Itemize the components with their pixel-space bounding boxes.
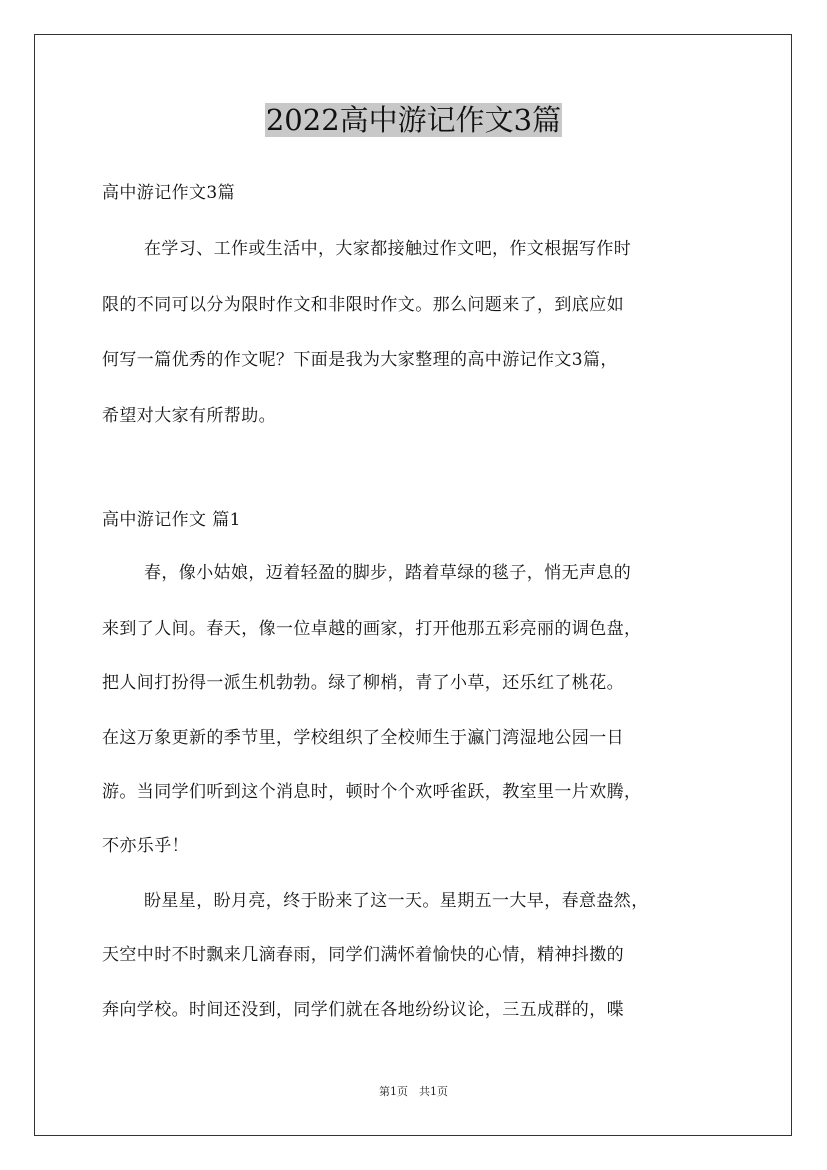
intro-line: 希望对大家有所帮助。 [102, 406, 276, 426]
intro-line: 何写一篇优秀的作文呢？下面是我为大家整理的高中游记作文3篇， [102, 350, 618, 370]
paragraph-2-line: 盼星星，盼月亮，终于盼来了这一天。星期五一大早，春意盎然， [144, 891, 649, 911]
paragraph-1-line: 不亦乐乎！ [102, 836, 189, 856]
section-heading-1: 高中游记作文 篇1 [102, 510, 241, 530]
document-title-text: 2022高中游记作文3篇 [265, 103, 562, 137]
paragraph-2-line: 奔向学校。时间还没到，同学们就在各地纷纷议论，三五成群的，喋 [102, 1000, 624, 1020]
intro-line: 在学习、工作或生活中，大家都接触过作文吧，作文根据写作时 [144, 239, 632, 259]
page-footer: 第1页 共1页 [379, 1085, 448, 1098]
document-title [0, 100, 827, 140]
paragraph-2-line: 天空中时不时飘来几滴春雨，同学们满怀着愉快的心情，精神抖擞的 [102, 945, 624, 965]
paragraph-1-line: 来到了人间。春天，像一位卓越的画家，打开他那五彩亮丽的调色盘， [102, 619, 642, 639]
intro-heading: 高中游记作文3篇 [102, 183, 236, 203]
paragraph-1-line: 在这万象更新的季节里，学校组织了全校师生于瀛门湾湿地公园一日 [102, 728, 624, 748]
paragraph-1-line: 游。当同学们听到这个消息时，顿时个个欢呼雀跃，教室里一片欢腾， [102, 782, 642, 802]
paragraph-1-line: 把人间打扮得一派生机勃勃。绿了柳梢，青了小草，还乐红了桃花。 [102, 673, 624, 693]
paragraph-1-line: 春，像小姑娘，迈着轻盈的脚步，踏着草绿的毯子，悄无声息的 [144, 563, 632, 583]
intro-line: 限的不同可以分为限时作文和非限时作文。那么问题来了，到底应如 [102, 295, 624, 315]
